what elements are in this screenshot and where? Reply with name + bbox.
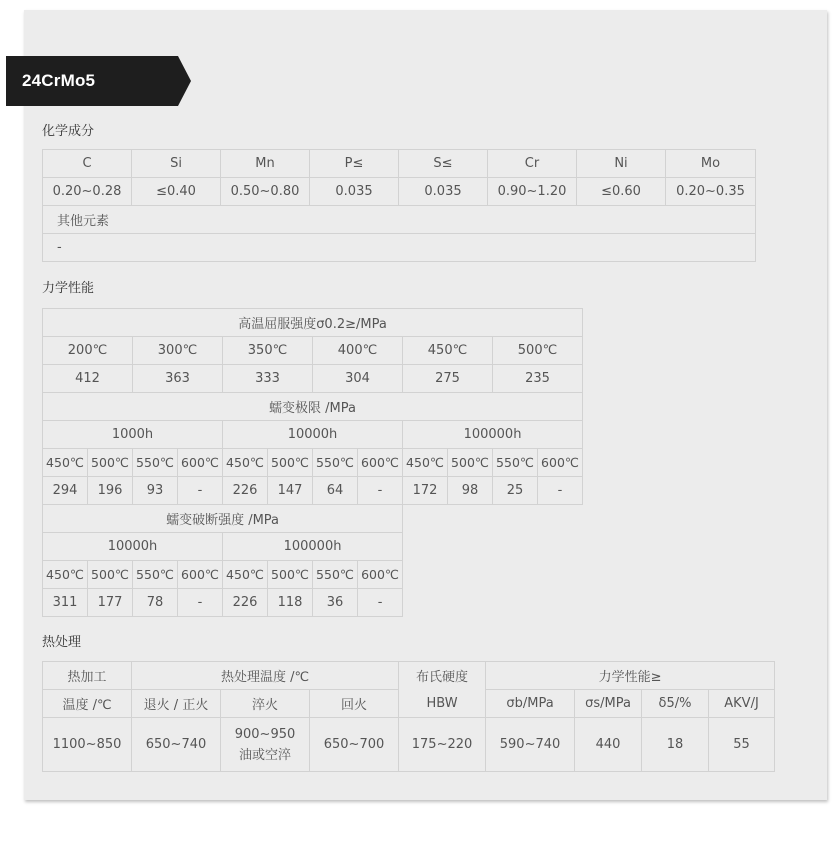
creep-value: - [178,477,223,505]
creep-temp: 550℃ [493,449,538,477]
creep-group: 100000h [403,421,583,449]
creep-temp: 450℃ [403,449,448,477]
creep-value: 172 [403,477,448,505]
hot-work-unit: 温度 /℃ [43,690,132,718]
rupture-temp: 550℃ [133,561,178,589]
hbw-value: 175~220 [399,718,486,772]
chem-header: Mo [666,150,756,178]
yield-temp: 450℃ [403,337,493,365]
rupture-temp-row [43,561,403,589]
quench-temp: 900~950 [234,726,296,742]
creep-temp: 600℃ [538,449,583,477]
creep-value: 226 [223,477,268,505]
chem-other-label-row [43,206,756,234]
rupture-value: 36 [313,589,358,617]
creep-value: 196 [88,477,133,505]
chem-value-row [43,178,756,206]
steel-grade-title: 24CrMo5 [22,71,96,90]
temper-value: 650~700 [310,718,399,772]
creep-temp: 500℃ [268,449,313,477]
section-title-mechanical: 力学性能 [42,281,95,296]
heat-treatment-table [42,661,775,772]
rupture-value: 226 [223,589,268,617]
rupture-temp: 600℃ [178,561,223,589]
mech-props-label: 力学性能≥ [486,662,775,690]
creep-value: - [538,477,583,505]
chem-value: 0.035 [399,178,488,206]
creep-temp: 500℃ [88,449,133,477]
creep-value: - [358,477,403,505]
creep-temp: 500℃ [448,449,493,477]
sigma-b-value: 590~740 [486,718,575,772]
chem-header-row [43,150,756,178]
quench-value [221,718,310,772]
title-ribbon [6,56,191,106]
chem-value: ≤0.40 [132,178,221,206]
rupture-title: 蠕变破断强度 /MPa [43,505,403,533]
chem-value: 0.20~0.35 [666,178,756,206]
rupture-temp: 550℃ [313,561,358,589]
creep-title: 蠕变极限 /MPa [43,393,583,421]
anneal-label: 退火 / 正火 [132,690,221,718]
yield-value-row [43,365,583,393]
delta5-label: δ5/% [642,690,709,718]
akv-value: 55 [709,718,775,772]
delta5-value: 18 [642,718,709,772]
rupture-value-row [43,589,403,617]
yield-value: 304 [313,365,403,393]
akv-label: AKV/J [709,690,775,718]
yield-temp: 350℃ [223,337,313,365]
creep-value: 98 [448,477,493,505]
creep-temp: 550℃ [313,449,358,477]
rupture-group-row [43,533,403,561]
other-elements-value: - [43,234,756,262]
rupture-value: 177 [88,589,133,617]
temper-label: 回火 [310,690,399,718]
chem-value: 0.90~1.20 [488,178,577,206]
creep-temp: 600℃ [178,449,223,477]
anneal-value: 650~740 [132,718,221,772]
creep-value: 294 [43,477,88,505]
quench-medium: 油或空淬 [238,747,291,763]
chem-header: P≤ [310,150,399,178]
rupture-table [42,504,403,617]
rupture-value: 311 [43,589,88,617]
creep-group: 10000h [223,421,403,449]
yield-value: 363 [133,365,223,393]
sigma-s-label: σs/MPa [575,690,642,718]
yield-value: 235 [493,365,583,393]
brinell-unit: HBW [399,690,486,718]
yield-temp: 400℃ [313,337,403,365]
creep-value-row [43,477,583,505]
quench-label: 淬火 [221,690,310,718]
yield-title: 高温屈服强度σ0.2≥/MPa [43,309,583,337]
sigma-b-label: σb/MPa [486,690,575,718]
creep-value: 25 [493,477,538,505]
yield-temp: 300℃ [133,337,223,365]
chemical-table [42,149,756,262]
other-elements-label: 其他元素 [43,206,756,234]
yield-value: 412 [43,365,133,393]
creep-temp: 450℃ [223,449,268,477]
chem-other-value-row [43,234,756,262]
creep-temp: 450℃ [43,449,88,477]
creep-temp: 550℃ [133,449,178,477]
yield-temp: 200℃ [43,337,133,365]
chem-header: Mn [221,150,310,178]
yield-value: 275 [403,365,493,393]
creep-group: 1000h [43,421,223,449]
hot-work-value: 1100~850 [43,718,132,772]
creep-value: 147 [268,477,313,505]
chem-header: Cr [488,150,577,178]
chem-header: Ni [577,150,666,178]
mechanical-table [42,308,583,505]
hot-work-label: 热加工 [43,662,132,690]
section-title-heat: 热处理 [42,635,82,650]
chem-header: S≤ [399,150,488,178]
rupture-group: 100000h [223,533,403,561]
creep-temp: 600℃ [358,449,403,477]
chem-value: 0.20~0.28 [43,178,132,206]
brinell-label: 布氏硬度 [399,662,486,690]
yield-temp-row [43,337,583,365]
rupture-temp: 450℃ [223,561,268,589]
ht-temp-label: 热处理温度 /℃ [132,662,399,690]
chem-value: ≤0.60 [577,178,666,206]
yield-temp: 500℃ [493,337,583,365]
chem-value: 0.035 [310,178,399,206]
rupture-temp: 500℃ [268,561,313,589]
yield-value: 333 [223,365,313,393]
rupture-group: 10000h [43,533,223,561]
chem-header: C [43,150,132,178]
rupture-value: - [178,589,223,617]
chem-value: 0.50~0.80 [221,178,310,206]
rupture-value: 78 [133,589,178,617]
rupture-temp: 500℃ [88,561,133,589]
rupture-temp: 450℃ [43,561,88,589]
sigma-s-value: 440 [575,718,642,772]
rupture-temp: 600℃ [358,561,403,589]
rupture-value: - [358,589,403,617]
rupture-value: 118 [268,589,313,617]
creep-value: 93 [133,477,178,505]
creep-value: 64 [313,477,358,505]
creep-group-row [43,421,583,449]
creep-temp-row [43,449,583,477]
chem-header: Si [132,150,221,178]
section-title-chemical: 化学成分 [42,124,95,139]
